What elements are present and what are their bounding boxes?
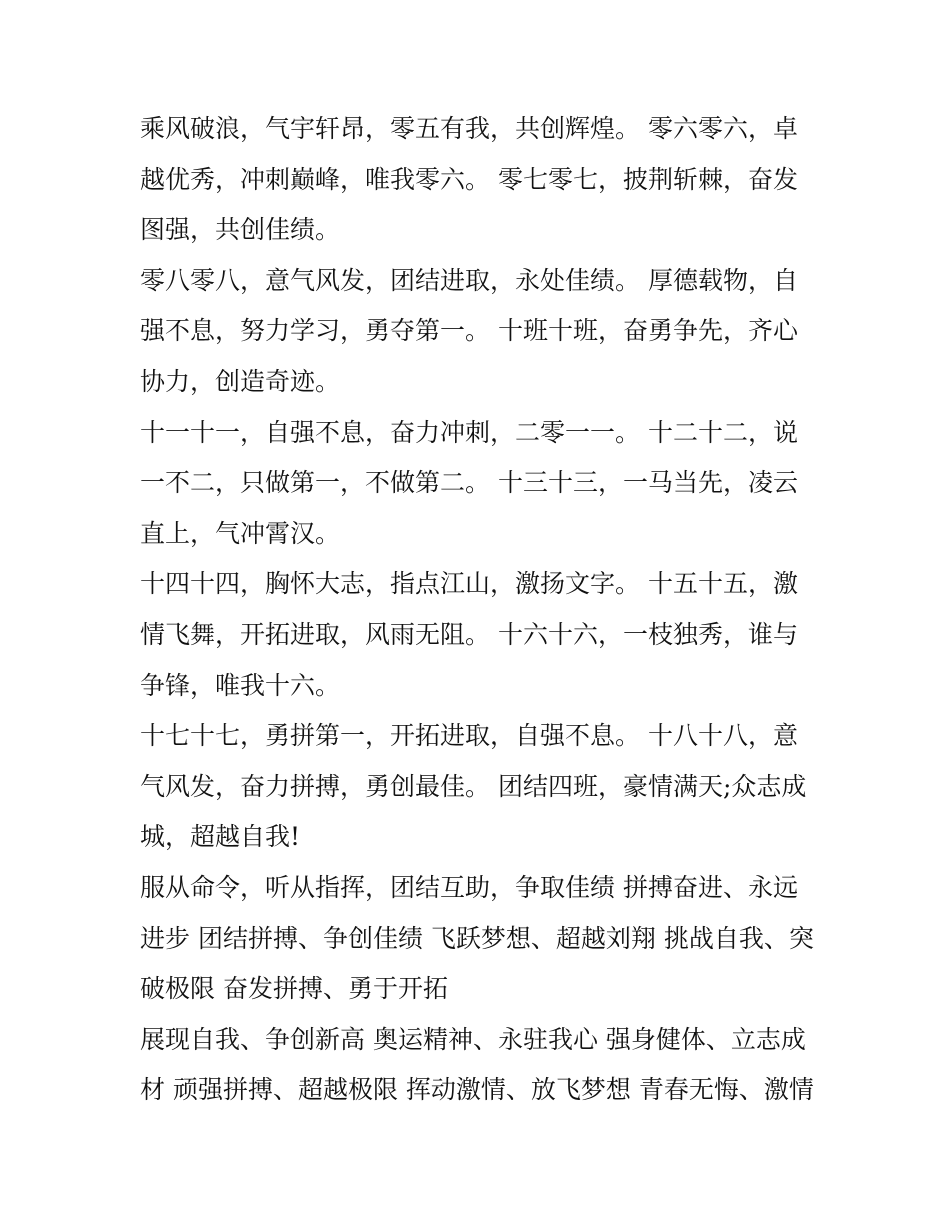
paragraph-2 [140, 256, 810, 408]
paragraph-1 [140, 104, 810, 256]
text-line: 零八零八，意气风发，团结进取，永处佳绩。 厚德载物，自 [140, 265, 798, 295]
text-line: 强不息，努力学习，勇夺第一。 十班十班，奋勇争先，齐心 [140, 316, 798, 346]
text-line: 十四十四，胸怀大志，指点江山，激扬文字。 十五十五，激 [140, 569, 798, 599]
text-line: 乘风破浪，气宇轩昂，零五有我，共创辉煌。 零六零六，卓 [140, 114, 798, 143]
text-line: 直上，气冲霄汉。 [140, 518, 341, 548]
text-line: 破极限 奋发拼搏、勇于开拓 [140, 974, 448, 1004]
paragraph-5 [140, 711, 810, 863]
text-line: 十一十一，自强不息，奋力冲刺，二零一一。 十二十二，说 [140, 417, 798, 447]
text-line: 城，超越自我! [140, 822, 301, 852]
document-body [140, 104, 814, 1116]
text-line: 争锋，唯我十六。 [140, 670, 341, 700]
text-line: 展现自我、争创新高 奥运精神、永驻我心 强身健体、立志成 [140, 1024, 806, 1054]
paragraph-4 [140, 559, 810, 711]
text-line: 服从命令，听从指挥，团结互助，争取佳绩 拼搏奋进、永远 [140, 872, 798, 902]
text-line: 情飞舞，开拓进取，风雨无阻。 十六十六，一枝独秀，谁与 [140, 619, 798, 649]
text-line: 图强，共创佳绩。 [140, 215, 341, 245]
text-line: 材 顽强拼搏、超越极限 挥动激情、放飞梦想 青春无悔、激情 [140, 1075, 814, 1105]
paragraph-7 [140, 1015, 814, 1116]
text-line: 气风发，奋力拼搏，勇创最佳。 团结四班，豪情满天;众志成 [140, 771, 807, 801]
text-line: 一不二，只做第一，不做第二。 十三十三，一马当先，凌云 [140, 468, 798, 498]
text-line: 进步 团结拼搏、争创佳绩 飞跃梦想、超越刘翔 挑战自我、突 [140, 923, 814, 953]
text-line: 协力，创造奇迹。 [140, 366, 341, 396]
paragraph-3 [140, 408, 810, 560]
text-line: 十七十七，勇拼第一，开拓进取，自强不息。 十八十八，意 [140, 721, 798, 751]
paragraph-6 [140, 863, 814, 1015]
text-line: 越优秀，冲刺巅峰，唯我零六。 零七零七，披荆斩棘，奋发 [140, 164, 798, 194]
